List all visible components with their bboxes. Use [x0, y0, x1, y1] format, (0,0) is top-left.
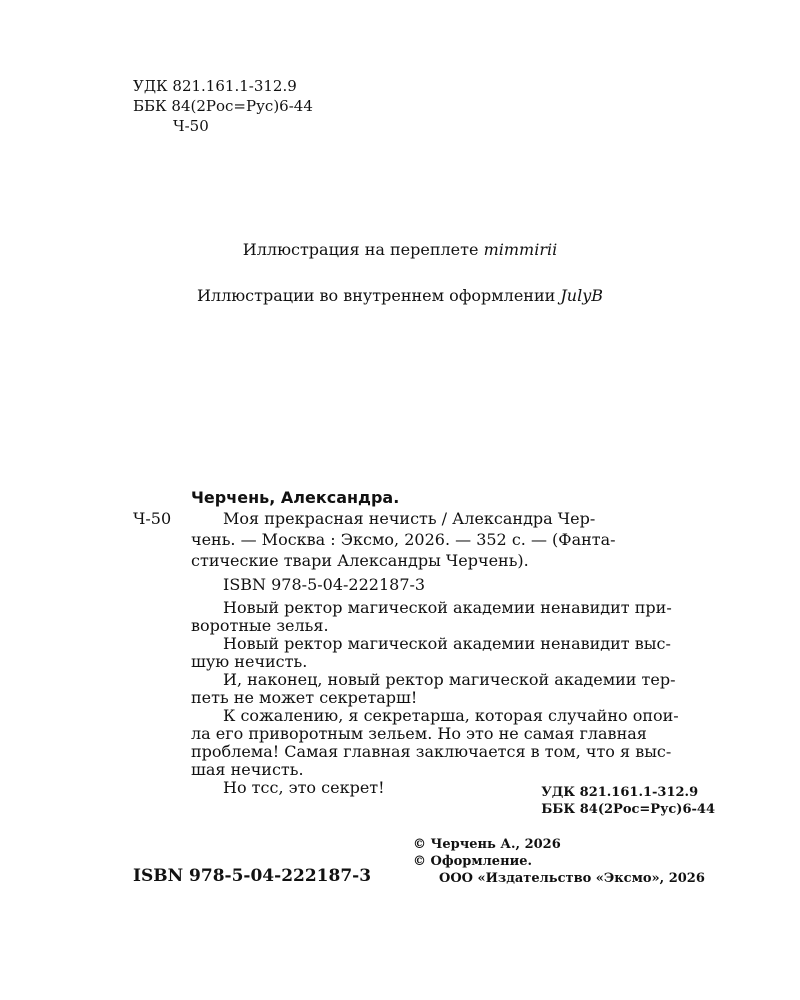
annotation-line: ла его приворотным зельем. Но это не самая главная: [191, 724, 647, 743]
annotation-line: шая нечисть.: [191, 760, 304, 779]
annotation-line: Новый ректор магической академии ненавидит при-: [223, 598, 672, 617]
inner-illustration-credit: [0, 286, 800, 305]
isbn-large: ISBN 978-5-04-222187-3: [133, 866, 372, 886]
bib-line: Моя прекрасная нечисть / Александра Чер-: [223, 509, 596, 528]
inner-illustration-label: Иллюстрации во внутреннем оформлении: [196, 286, 556, 305]
bib-line: стические твари Александры Черчень).: [191, 551, 529, 570]
udk-code: УДК 821.161.1-312.9: [133, 77, 297, 95]
annotation-line: петь не может секретарш!: [191, 688, 418, 707]
annotation-line: И, наконец, новый ректор магической академии тер-: [223, 670, 676, 689]
bib-author-mark: Ч-50: [133, 509, 172, 528]
author-mark: Ч-50: [173, 117, 209, 135]
annotation-line: воротные зелья.: [191, 616, 329, 635]
top-classification-codes: [133, 76, 313, 136]
bib-line: чень. — Москва : Эксмо, 2026. — 352 с. — (Фанта-: [191, 530, 616, 549]
annotation-line: К сожалению, я секретарша, которая случайно опои-: [223, 706, 679, 725]
right-classification-codes: [541, 784, 715, 818]
cover-illustration-credit: [0, 240, 800, 259]
right-udk-code: УДК 821.161.1-312.9: [541, 785, 699, 800]
annotation-line: Но тсс, это секрет!: [223, 778, 385, 797]
bib-isbn: ISBN 978-5-04-222187-3: [223, 575, 426, 594]
copyright-publisher: ООО «Издательство «Эксмо», 2026: [439, 871, 705, 886]
annotation-line: шую нечисть.: [191, 652, 308, 671]
copyright-block: [413, 836, 705, 887]
copyright-author: © Черчень А., 2026: [413, 837, 561, 852]
cover-illustration-artist: mimmirii: [483, 240, 558, 259]
annotation-line: проблема! Самая главная заключается в том, что я выс-: [191, 742, 672, 761]
cover-illustration-label: Иллюстрация на переплете: [242, 240, 479, 259]
right-bbk-code: ББК 84(2Рос=Рус)6-44: [541, 802, 715, 817]
bib-author: Черчень, Александра.: [191, 488, 400, 507]
annotation-line: Новый ректор магической академии ненавидит выс-: [223, 634, 671, 653]
copyright-design: © Оформление.: [413, 854, 533, 869]
inner-illustration-artist: JulyB: [560, 286, 604, 305]
bbk-code: ББК 84(2Рос=Рус)6-44: [133, 97, 313, 115]
